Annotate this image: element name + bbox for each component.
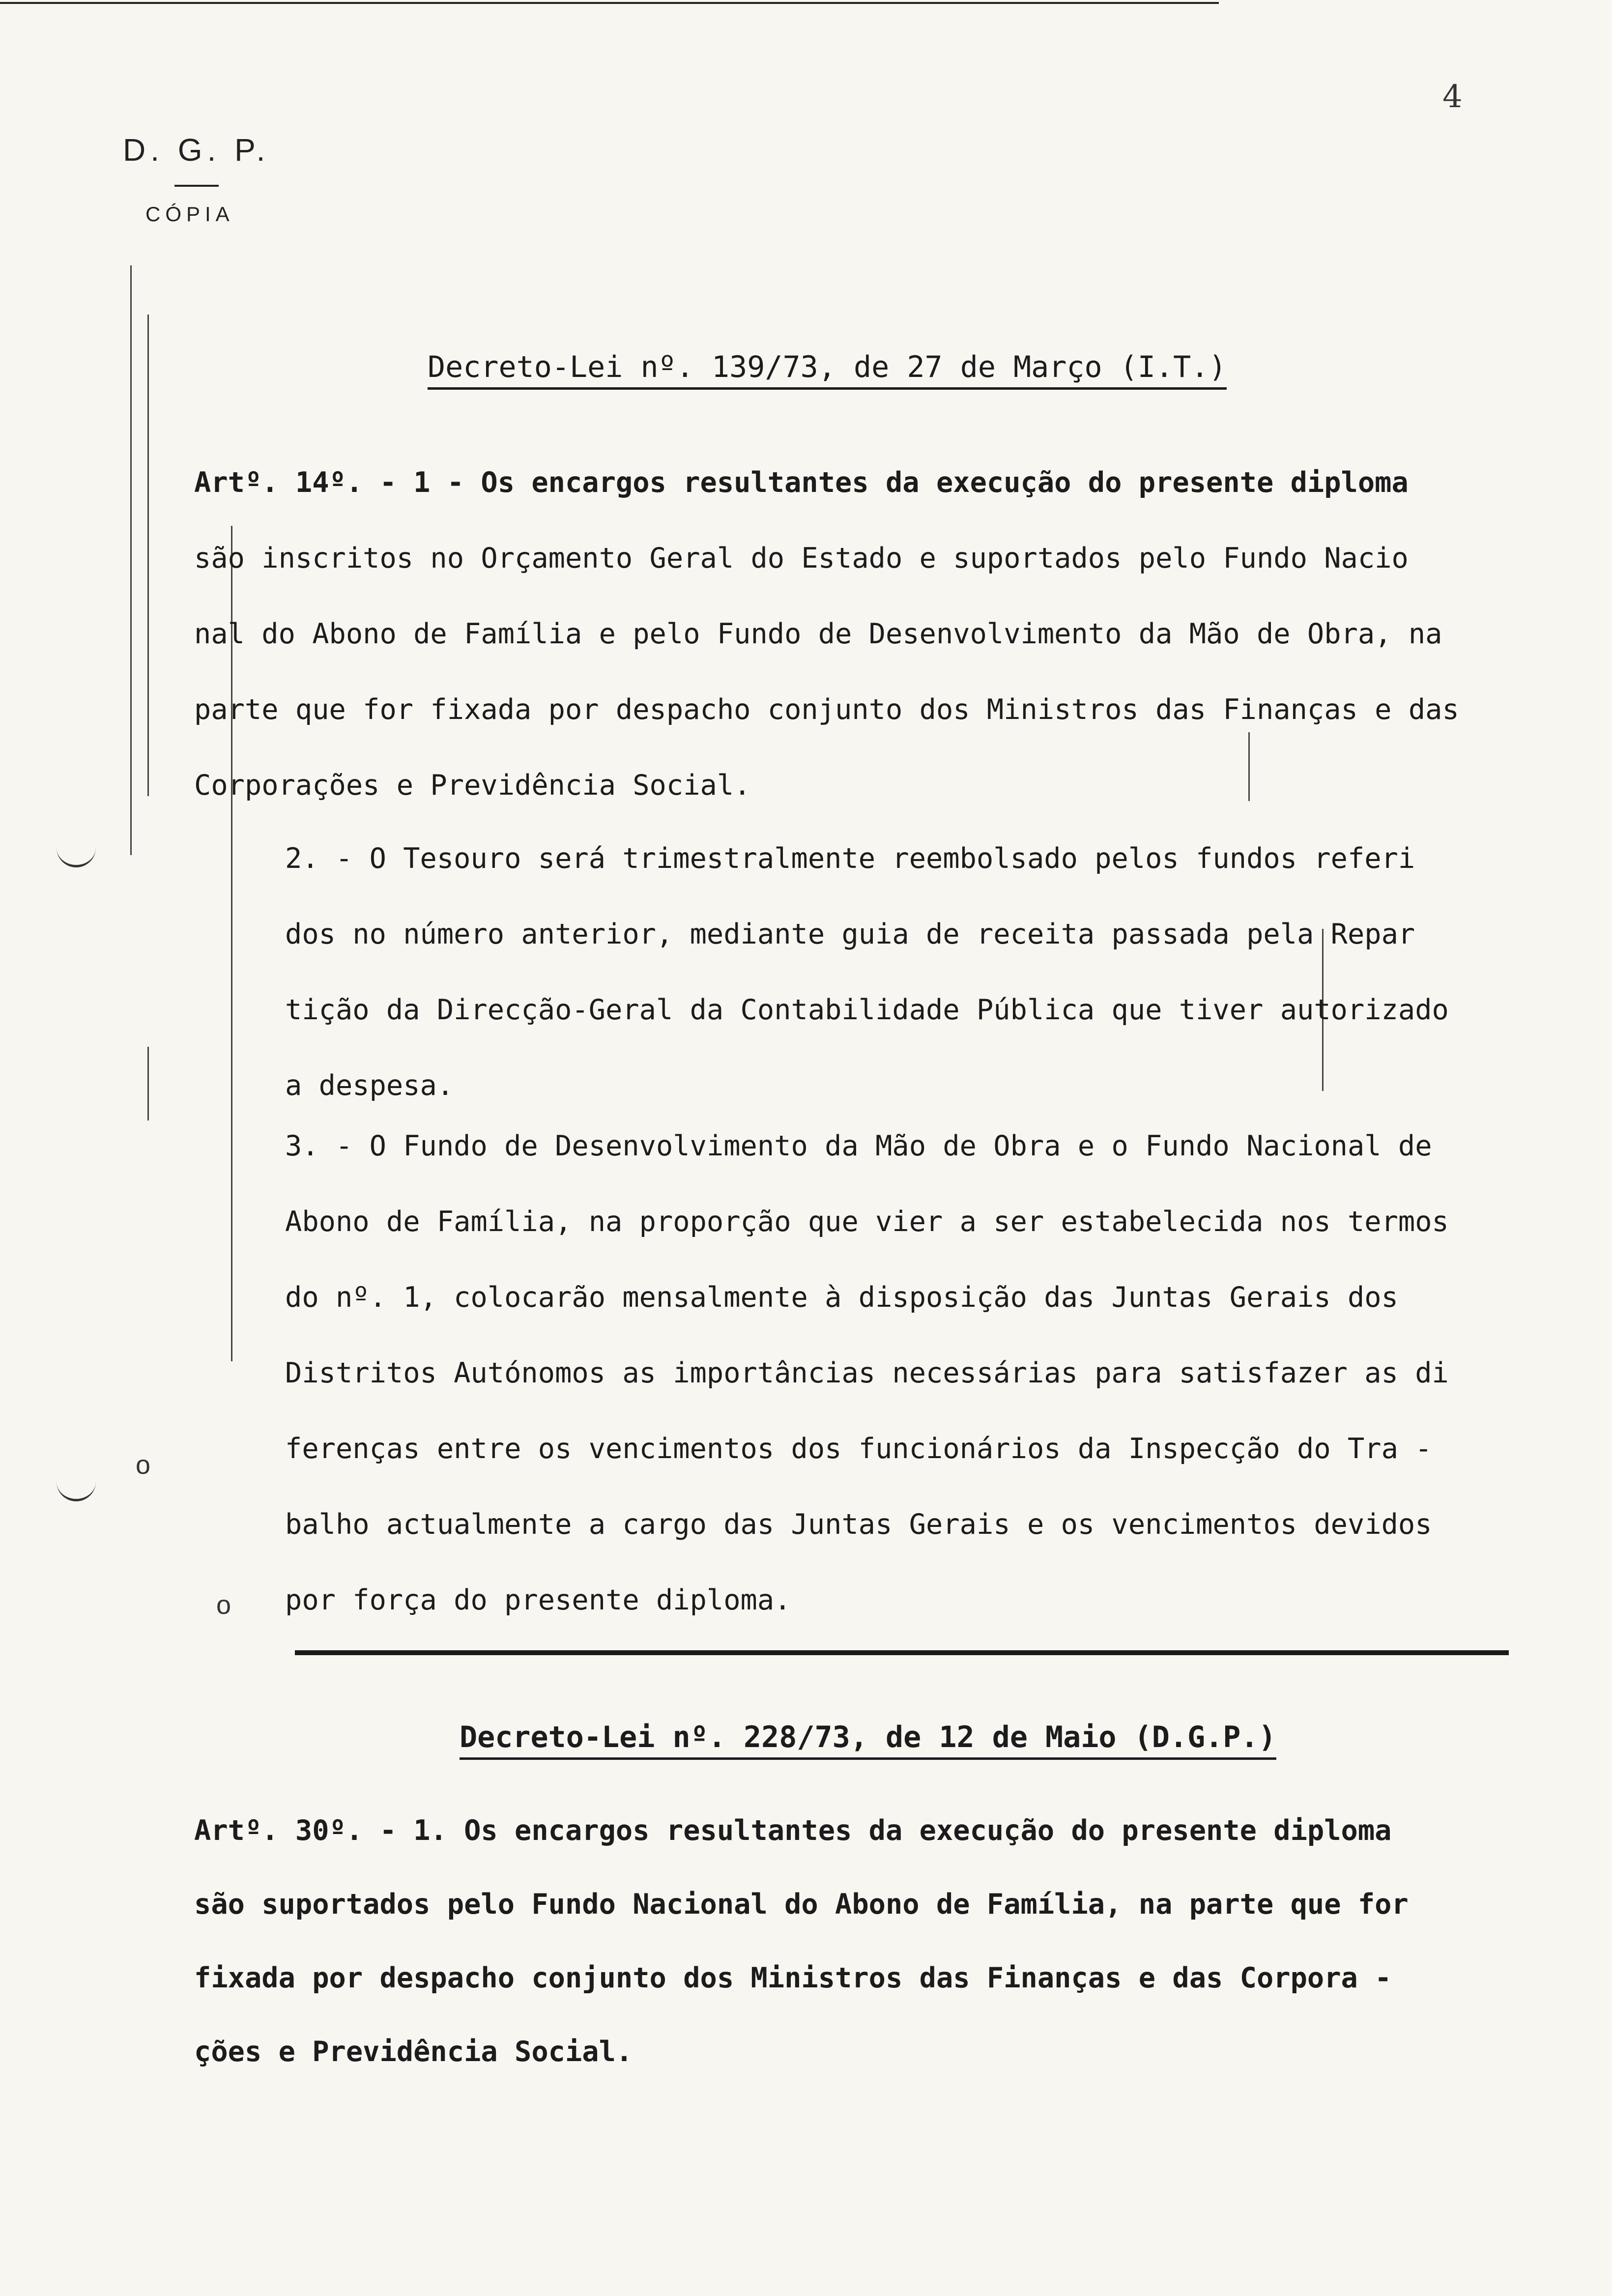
text-line: Abono de Família, na proporção que vier a ser estabelecida nos termos (285, 1205, 1449, 1238)
section-2-title: Decreto-Lei nº. 228/73, de 12 de Maio (D.G.P.) (460, 1720, 1276, 1760)
header-rule (174, 185, 219, 187)
text-line: a despesa. (285, 1069, 454, 1102)
section-separator (295, 1650, 1509, 1655)
header-org: D. G. P. (123, 132, 270, 168)
punch-hole-mark: o (216, 1590, 231, 1620)
margin-mark (147, 1047, 149, 1120)
text-line: fixada por despacho conjunto dos Ministros das Finanças e das Corpora - (194, 1962, 1392, 1994)
text-line: 2. - O Tesouro será trimestralmente reembolsado pelos fundos referi (285, 842, 1415, 875)
text-line: por força do presente diploma. (285, 1584, 791, 1616)
section-1-title: Decreto-Lei nº. 139/73, de 27 de Março (I.T.) (428, 350, 1227, 390)
text-line: dos no número anterior, mediante guia de receita passada pela Repar (285, 918, 1415, 950)
text-line: balho actualmente a cargo das Juntas Gerais e os vencimentos devidos (285, 1508, 1432, 1541)
text-line: são inscritos no Orçamento Geral do Estado e suportados pelo Fundo Nacio (194, 542, 1409, 574)
margin-mark (130, 265, 132, 855)
header-copy-stamp: CÓPIA (145, 202, 234, 226)
punch-hole-mark (57, 1475, 96, 1501)
text-line: Distritos Autónomos as importâncias necessárias para satisfazer as di (285, 1357, 1449, 1389)
text-line: Artº. 30º. - 1. Os encargos resultantes da execução do presente diploma (194, 1814, 1392, 1847)
text-line: ferenças entre os vencimentos dos funcionários da Inspecção do Tra - (285, 1433, 1432, 1465)
text-line: ções e Previdência Social. (194, 2036, 633, 2068)
text-line: Corporações e Previdência Social. (194, 769, 751, 802)
text-line: Artº. 14º. - 1 - Os encargos resultantes da execução do presente diploma (194, 466, 1409, 499)
punch-hole-mark: o (136, 1450, 151, 1480)
top-edge-line (0, 2, 1219, 4)
margin-mark (147, 315, 149, 796)
text-line: 3. - O Fundo de Desenvolvimento da Mão de Obra e o Fundo Nacional de (285, 1130, 1432, 1162)
punch-hole-mark (57, 841, 96, 867)
text-line: tição da Direcção-Geral da Contabilidade Pública que tiver autorizado (285, 994, 1449, 1026)
article-14-paragraph-2 (285, 821, 1449, 1123)
page-number: 4 (1442, 79, 1463, 115)
text-line: nal do Abono de Família e pelo Fundo de Desenvolvimento da Mão de Obra, na (194, 618, 1442, 650)
text-line: do nº. 1, colocarão mensalmente à disposição das Juntas Gerais dos (285, 1281, 1398, 1314)
article-30-paragraph-1 (194, 1794, 1409, 2089)
text-line: parte que for fixada por despacho conjunto dos Ministros das Finanças e das (194, 693, 1459, 726)
article-14-paragraph-1 (194, 445, 1459, 823)
article-14-paragraph-3 (285, 1108, 1449, 1638)
text-line: são suportados pelo Fundo Nacional do Abono de Família, na parte que for (194, 1888, 1409, 1921)
